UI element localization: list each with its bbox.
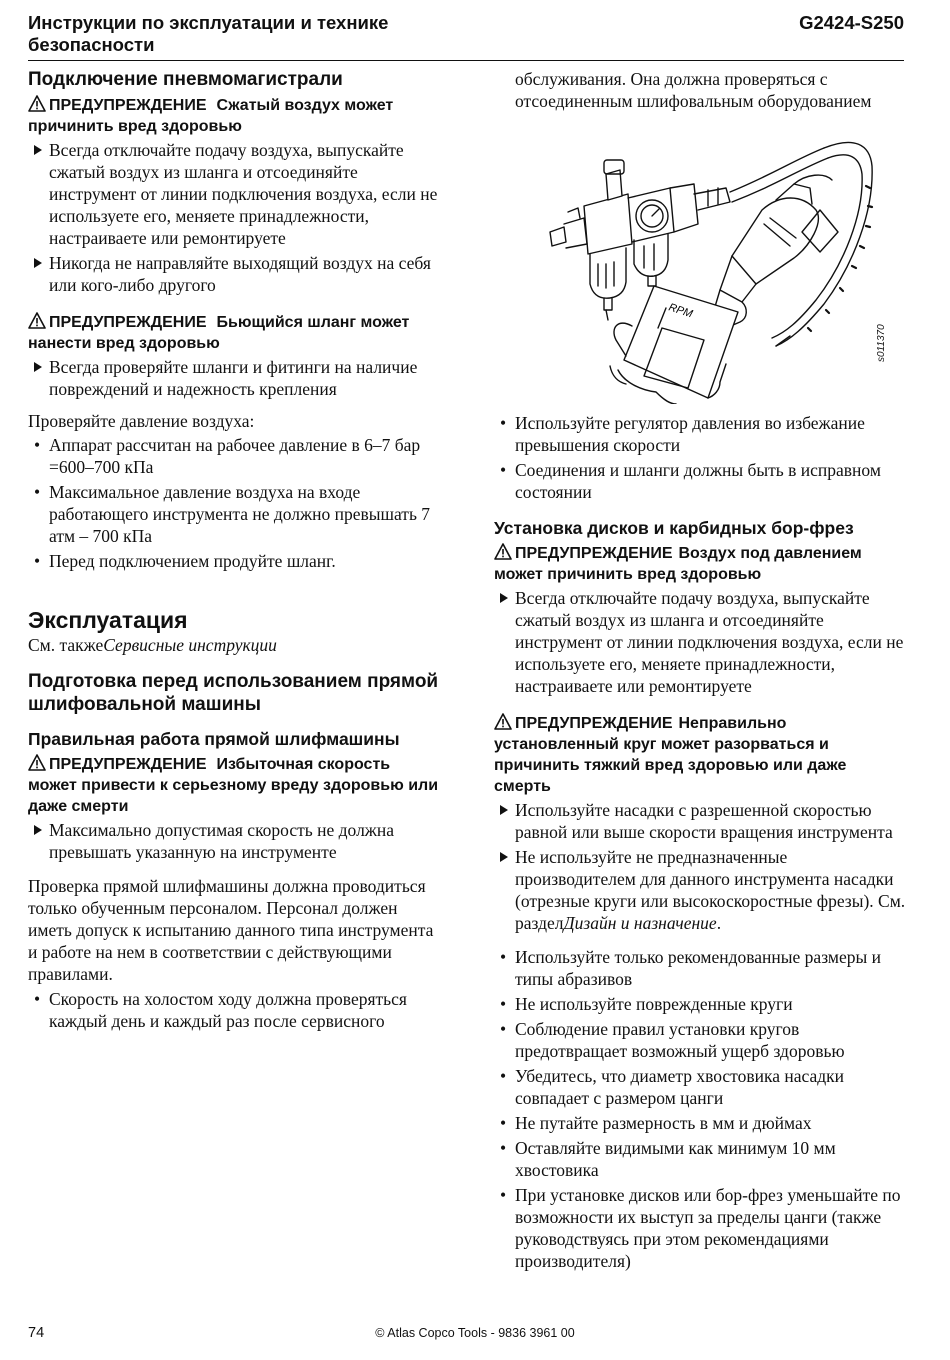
warning-overspeed (28, 754, 440, 817)
warning-instructions (494, 587, 906, 697)
warning-text: Бьющийся шланг может нанести вред здоровью (28, 314, 410, 352)
warning-text: Сжатый воздух может причинить вред здоровью (28, 97, 394, 135)
list-item: • Аппарат рассчитан на рабочее давление в 6–7 бар =600–700 кПа (28, 434, 440, 478)
list-item: • Скорость на холостом ходу должна проверяться каждый день и каждый раз после сервисного (28, 988, 440, 1032)
warning-icon (28, 95, 46, 112)
list-item: • Используйте регулятор давления во избежание превышения скорости (494, 412, 906, 456)
list-item: • Убедитесь, что диаметр хвостовика насадки совпадает с размером цанги (494, 1065, 906, 1109)
section-title-wheel-install: Установка дисков и карбидных бор-фрез (494, 518, 854, 538)
pressure-list (28, 434, 440, 572)
section-title-preparation: Подготовка перед использованием прямой шлифовальной машины (28, 671, 439, 715)
list-item-end: . (716, 913, 722, 933)
section-title-operation: Эксплуатация (28, 607, 188, 633)
idle-speed-list (28, 988, 440, 1032)
wheel-install-list (494, 946, 906, 1272)
after-figure-list (494, 412, 906, 503)
page-number: 74 (28, 1325, 45, 1341)
warning-instructions (28, 139, 440, 296)
warning-label: ПРЕДУПРЕЖДЕНИЕ (515, 545, 673, 562)
header-rule (28, 60, 904, 61)
section-title-air-connection: Подключение пневмомагистрали (28, 69, 343, 90)
list-item (494, 846, 906, 934)
warning-wheel-burst (494, 713, 906, 797)
warning-instructions (28, 819, 440, 863)
continuation-text: обслуживания. Она должна проверяться с отсоединенным шлифовальным оборудованием (515, 69, 872, 111)
see-also (28, 634, 440, 656)
see-also-link[interactable]: Сервисные инструкции (103, 635, 277, 655)
illustration-svg (494, 114, 906, 404)
right-column (494, 68, 906, 1275)
warning-icon (28, 312, 46, 329)
list-item: • Перед подключением продуйте шланг. (28, 550, 440, 572)
list-item: Всегда отключайте подачу воздуха, выпускайте сжатый воздух из шланга и отсоединяйте инструмент от линии подключения воздуха, если не используете его, меняете принадлежности, настраиваете или ремонтируете (494, 587, 906, 697)
list-item: Используйте насадки с разрешенной скоростью равной или выше скорости вращения инструмента (494, 799, 906, 843)
warning-instructions (28, 356, 440, 400)
design-purpose-link[interactable]: Дизайн и назначение (563, 913, 717, 933)
check-paragraph: Проверка прямой шлифмашины должна проводиться только обученным персоналом. Персонал должен иметь допуск к испытанию данного типа инструмента и работе на нем в соответствии с действующими правилами. (28, 876, 434, 984)
warning-label: ПРЕДУПРЕЖДЕНИЕ (49, 756, 207, 773)
figure-id: s011370 (876, 324, 887, 362)
warning-icon (28, 754, 46, 771)
warning-icon (494, 543, 512, 560)
section-title-correct-operation: Правильная работа прямой шлифмашины (28, 729, 400, 749)
warning-hose (28, 312, 440, 354)
warning-label: ПРЕДУПРЕЖДЕНИЕ (49, 97, 207, 114)
list-item: • Не используйте поврежденные круги (494, 993, 906, 1015)
left-column (28, 66, 440, 1035)
list-item-text: Не используйте не предназначенные производителем для данного инструмента насадки (отрезные круги или высокоскоростные фрезы). См. раздел (515, 847, 906, 933)
warning-label: ПРЕДУПРЕЖДЕНИЕ (49, 314, 207, 331)
list-item: • При установке дисков или бор-фрез уменьшайте по возможности их выступ за пределы цанги (также руководствуясь при этом рекомендациями производителя) (494, 1184, 906, 1272)
check-pressure-text: Проверяйте давление воздуха: (28, 411, 255, 431)
warning-label: ПРЕДУПРЕЖДЕНИЕ (515, 715, 673, 732)
warning-text: Воздух под давлением может причинить вред здоровью (494, 545, 862, 583)
see-also-label: См. также (28, 635, 104, 655)
warning-instructions (494, 799, 906, 934)
list-item: • Соблюдение правил установки кругов предотвращает возможный ущерб здоровью (494, 1018, 906, 1062)
list-item: Всегда отключайте подачу воздуха, выпускайте сжатый воздух из шланга и отсоединяйте инструмент от линии подключения воздуха, если не используете его, меняете принадлежности, настраиваете или ремонтируете (28, 139, 440, 249)
document-code: G2424-S250 (799, 12, 904, 33)
rpm-measurement-illustration (494, 114, 906, 404)
tachometer-label: RPM (667, 301, 695, 321)
list-item: Никогда не направляйте выходящий воздух на себя или кого-либо другого (28, 252, 440, 296)
list-item: Всегда проверяйте шланги и фитинги на наличие повреждений и надежность крепления (28, 356, 440, 400)
warning-compressed-air (28, 95, 440, 137)
footer-copyright: © Atlas Copco Tools - 9836 3961 00 (375, 1326, 575, 1340)
warning-text: Избыточная скорость может привести к серьезному вреду здоровью или даже смерти (28, 756, 439, 815)
list-item: • Оставляйте видимыми как минимум 10 мм хвостовика (494, 1137, 906, 1181)
warning-pressurized-air (494, 543, 906, 585)
list-item: • Максимальное давление воздуха на входе работающего инструмента не должно превышать 7 атм – 700 кПа (28, 481, 440, 547)
list-item: • Соединения и шланги должны быть в исправном состоянии (494, 459, 906, 503)
list-item: • Не путайте размерность в мм и дюймах (494, 1112, 906, 1134)
list-item: Максимально допустимая скорость не должна превышать указанную на инструменте (28, 819, 440, 863)
list-item: • Используйте только рекомендованные размеры и типы абразивов (494, 946, 906, 990)
warning-text: Неправильно установленный круг может разорваться и причинить тяжкий вред здоровью или даже смерть (494, 715, 847, 795)
warning-icon (494, 713, 512, 730)
header-title: Инструкции по эксплуатации и технике безопасности (28, 12, 389, 55)
